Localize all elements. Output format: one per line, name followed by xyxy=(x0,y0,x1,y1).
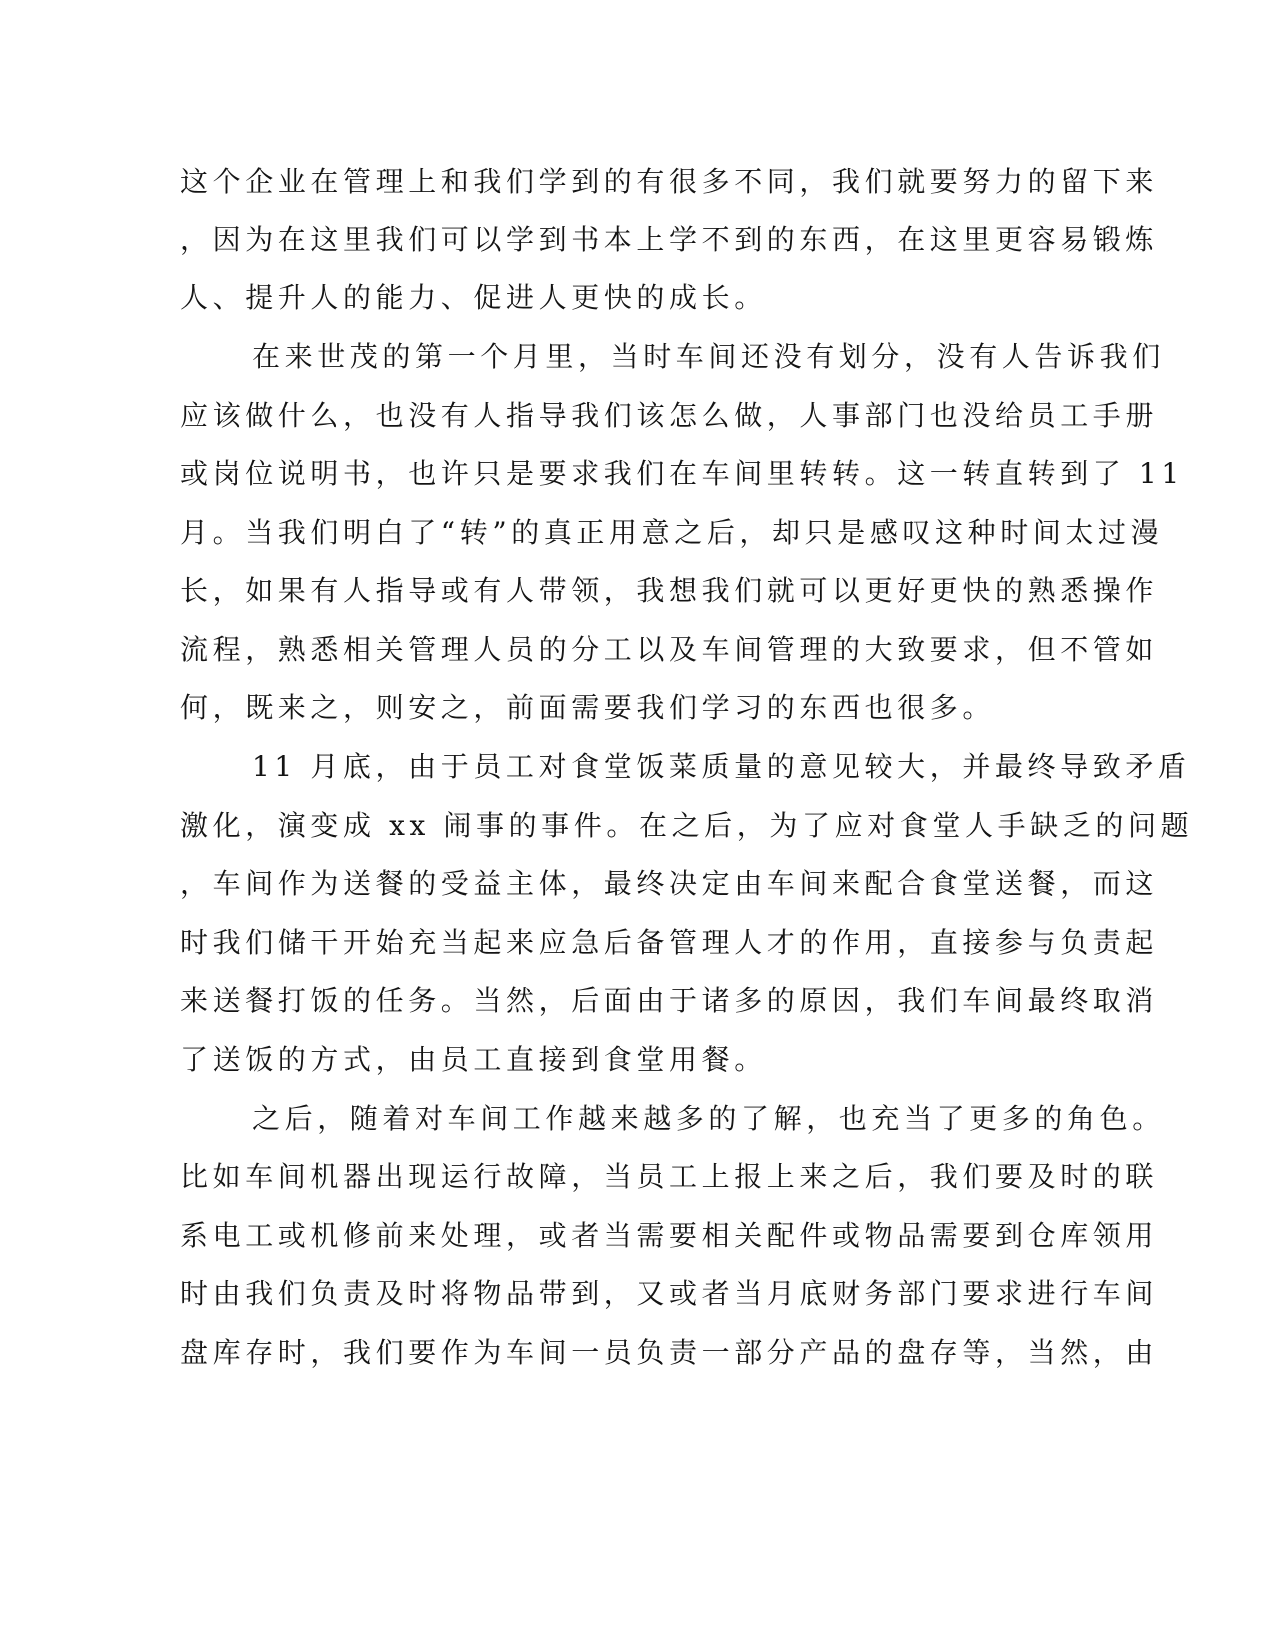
text-line: 来送餐打饭的任务。当然，后面由于诸多的原因，我们车间最终取消 xyxy=(180,984,1159,1017)
text-line: 何，既来之，则安之，前面需要我们学习的东西也很多。 xyxy=(180,691,996,724)
text-line: 之后，随着对车间工作越来越多的了解，也充当了更多的角色。 xyxy=(252,1102,1165,1135)
text-line: 时我们储干开始充当起来应急后备管理人才的作用，直接参与负责起 xyxy=(180,926,1159,959)
text-line: 了送饭的方式，由员工直接到食堂用餐。 xyxy=(180,1043,767,1076)
text-line: 11 月底，由于员工对食堂饭菜质量的意见较大，并最终导致矛盾 xyxy=(252,750,1191,783)
text-line: 激化，演变成 xx 闹事的事件。在之后，为了应对食堂人手缺乏的问题 xyxy=(180,809,1194,842)
text-line: 盘库存时，我们要作为车间一员负责一部分产品的盘存等，当然，由 xyxy=(180,1336,1159,1369)
text-line: 比如车间机器出现运行故障，当员工上报上来之后，我们要及时的联 xyxy=(180,1160,1159,1193)
text-line: 应该做什么，也没有人指导我们该怎么做，人事部门也没给员工手册 xyxy=(180,399,1159,432)
text-line: 时由我们负责及时将物品带到，又或者当月底财务部门要求进行车间 xyxy=(180,1277,1159,1310)
text-line: 在来世茂的第一个月里，当时车间还没有划分，没有人告诉我们 xyxy=(252,340,1165,373)
text-line: 人、提升人的能力、促进人更快的成长。 xyxy=(180,281,767,314)
text-line: 月。当我们明白了“转”的真正用意之后，却只是感叹这种时间太过漫 xyxy=(180,516,1164,549)
text-line: ，因为在这里我们可以学到书本上学不到的东西，在这里更容易锻炼 xyxy=(180,223,1159,256)
text-line: 流程，熟悉相关管理人员的分工以及车间管理的大致要求，但不管如 xyxy=(180,633,1159,666)
text-line: ，车间作为送餐的受益主体，最终决定由车间来配合食堂送餐，而这 xyxy=(180,867,1159,900)
text-line: 这个企业在管理上和我们学到的有很多不同，我们就要努力的留下来 xyxy=(180,165,1159,198)
text-line: 或岗位说明书，也许只是要求我们在车间里转转。这一转直转到了 11 xyxy=(180,457,1184,490)
text-line: 长，如果有人指导或有人带领，我想我们就可以更好更快的熟悉操作 xyxy=(180,574,1159,607)
text-line: 系电工或机修前来处理，或者当需要相关配件或物品需要到仓库领用 xyxy=(180,1219,1159,1252)
